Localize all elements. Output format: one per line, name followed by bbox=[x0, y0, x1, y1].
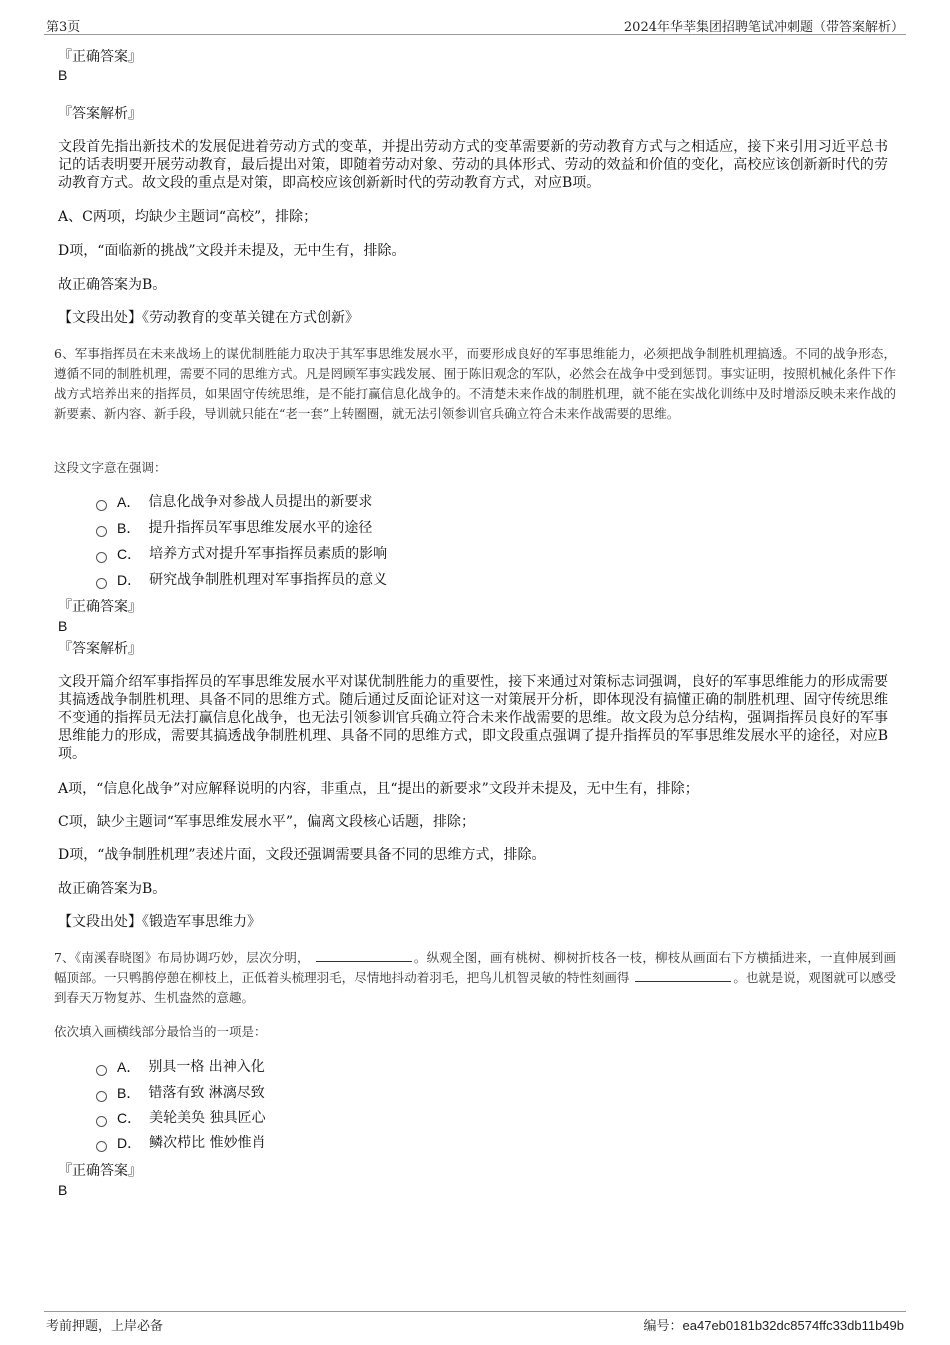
question-6-prompt: 这段文字意在强调： bbox=[54, 460, 167, 475]
question-6-text: 6、军事指挥员在未来战场上的谋优制胜能力取决于其军事思维发展水平，而要形成良好的军事思维能力，必须把战争制胜机理搞透。不同的战争形态，遵循不同的制胜机理，需要不同的思维方式。凡是罔顾军事实践发展、囿于陈旧观念的军队，必然会在战争中受到惩罚。事实证明，按照机械化条件下作战方式培养出来的指挥员，如果固守传统思维，是不能打赢信息化战争的。不清楚未来作战的制胜机理，就不能在实战化训练中及时增添反映未来作战的新要素、新内容、新手段，导训就只能在“老一套”上转圈圈，就无法引领参训官兵确立符合未来作战需要的思维。 bbox=[54, 346, 896, 421]
radio-icon[interactable] bbox=[96, 1091, 107, 1102]
radio-icon[interactable] bbox=[96, 1116, 107, 1127]
analysis-label: 『答案解析』 bbox=[58, 641, 142, 657]
source-citation: 【文段出处】《劳动教育的变革关键在方式创新》 bbox=[58, 310, 359, 326]
option-text: 美轮美奂 独具匠心 bbox=[149, 1110, 266, 1126]
analysis-conclusion: 故正确答案为B。 bbox=[58, 881, 167, 897]
question-6-option-d[interactable] bbox=[96, 570, 387, 590]
radio-icon[interactable] bbox=[96, 552, 107, 563]
radio-icon[interactable] bbox=[96, 526, 107, 537]
option-letter: B． bbox=[117, 1085, 141, 1101]
analysis-conclusion: 故正确答案为B。 bbox=[58, 277, 167, 293]
option-text: 培养方式对提升军事指挥员素质的影响 bbox=[149, 546, 388, 562]
option-text: 鳞次栉比 惟妙惟肖 bbox=[149, 1135, 266, 1151]
answer-value: B bbox=[58, 618, 68, 634]
option-letter: C． bbox=[117, 546, 142, 562]
radio-icon[interactable] bbox=[96, 1065, 107, 1076]
option-letter: B． bbox=[117, 520, 141, 536]
document-title: 2024年华莘集团招聘笔试冲刺题（带答案解析） bbox=[623, 20, 904, 35]
answer-value: B bbox=[58, 67, 68, 83]
footer-slogan: 考前押题，上岸必备 bbox=[46, 1319, 164, 1334]
question-6-option-b[interactable] bbox=[96, 518, 372, 538]
answer-label: 『正确答案』 bbox=[58, 49, 142, 65]
question-6-option-a[interactable] bbox=[96, 492, 372, 512]
option-letter: D． bbox=[117, 1135, 142, 1151]
question-7-text-part: 。也就是说，观图就可以感受到春天万物复苏、生机盎然的意趣。 bbox=[54, 970, 896, 1005]
option-letter: C． bbox=[117, 1110, 142, 1126]
page-header bbox=[44, 12, 906, 35]
code-value: ea47eb0181b32dc8574ffc33db11b49b bbox=[682, 1318, 904, 1333]
analysis-text: 文段首先指出新技术的发展促进着劳动方式的变革，并提出劳动方式的变革需要新的劳动教育方式与之相适应，接下来引用习近平总书记的话表明要开展劳动教育，最后提出对策，即随着劳动对象、劳动的具体形式、劳动的效益和价值的变化，高校应该创新新时代的劳动教育方式。故文段的重点是对策，即高校应该创新新时代的劳动教育方式，对应B项。 bbox=[58, 139, 888, 191]
question-7-text-part: 。纵观全图，画有桃树、柳树折枝各一枝，柳枝从画面右下方横插进来，一直伸展到画幅顶部。一只鸭鹊停憩在柳枝上，正低着头梳理羽毛，尽情地抖动着羽毛，把鸟儿机智灵敏的特性刻画得 bbox=[54, 950, 896, 985]
question-7-option-b[interactable] bbox=[96, 1083, 265, 1103]
analysis-label: 『答案解析』 bbox=[58, 106, 142, 122]
analysis-note: D项，“面临新的挑战”文段并未提及，无中生有，排除。 bbox=[58, 243, 406, 259]
answer-value: B bbox=[58, 1182, 68, 1198]
analysis-note: A、C两项，均缺少主题词“高校”，排除； bbox=[58, 209, 318, 225]
analysis-note: D项，“战争制胜机理”表述片面，文段还强调需要具备不同的思维方式，排除。 bbox=[58, 847, 546, 863]
option-text: 别具一格 出神入化 bbox=[148, 1059, 265, 1075]
question-7-option-a[interactable] bbox=[96, 1057, 265, 1077]
question-6-option-c[interactable] bbox=[96, 544, 387, 564]
option-letter: D． bbox=[117, 572, 142, 588]
fill-blank bbox=[316, 949, 412, 962]
page-footer bbox=[44, 1311, 906, 1336]
answer-label: 『正确答案』 bbox=[58, 599, 142, 615]
option-text: 错落有致 淋漓尽致 bbox=[148, 1085, 265, 1101]
radio-icon[interactable] bbox=[96, 500, 107, 511]
radio-icon[interactable] bbox=[96, 578, 107, 589]
analysis-text: 文段开篇介绍军事指挥员的军事思维发展水平对谋优制胜能力的重要性，接下来通过对策标志词强调，良好的军事思维能力的形成需要其搞透战争制胜机理、具备不同的思维方式。随后通过反面论证对这一对策展开分析，即体现没有搞懂正确的制胜机理、固守传统思维不变通的指挥员无法打赢信息化战争，也无法引领参训官兵确立符合未来作战需要的思维。故文段为总分结构，强调指挥员良好的军事思维能力的形成，需要其搞透战争制胜机理、具备不同的思维方式，即文段重点强调了提升指挥员的军事思维发展水平的途径，对应B项。 bbox=[58, 674, 888, 762]
analysis-note: C项，缺少主题词“军事思维发展水平”，偏离文段核心话题，排除； bbox=[58, 814, 476, 830]
question-7-option-d[interactable] bbox=[96, 1133, 266, 1153]
question-7-option-c[interactable] bbox=[96, 1108, 266, 1128]
document-code bbox=[644, 1315, 904, 1334]
fill-blank bbox=[635, 969, 731, 982]
question-7-prompt: 依次填入画横线部分最恰当的一项是： bbox=[54, 1024, 267, 1039]
option-text: 研究战争制胜机理对军事指挥员的意义 bbox=[149, 572, 388, 588]
code-label: 编号： bbox=[643, 1319, 683, 1334]
option-letter: A． bbox=[117, 1059, 141, 1075]
page-number: 第3页 bbox=[46, 20, 81, 35]
question-7-text-part: 7、《南溪春晓图》布局协调巧妙，层次分明， bbox=[54, 950, 310, 965]
option-text: 提升指挥员军事思维发展水平的途径 bbox=[148, 520, 373, 536]
radio-icon[interactable] bbox=[96, 1141, 107, 1152]
option-letter: A． bbox=[117, 494, 141, 510]
option-text: 信息化战争对参战人员提出的新要求 bbox=[148, 494, 373, 510]
analysis-note: A项，“信息化战争”对应解释说明的内容，非重点，且“提出的新要求”文段并未提及，无中生有，排除； bbox=[58, 781, 699, 797]
question-7-text bbox=[54, 948, 896, 1008]
source-citation: 【文段出处】《锻造军事思维力》 bbox=[58, 914, 261, 930]
answer-label: 『正确答案』 bbox=[58, 1163, 142, 1179]
